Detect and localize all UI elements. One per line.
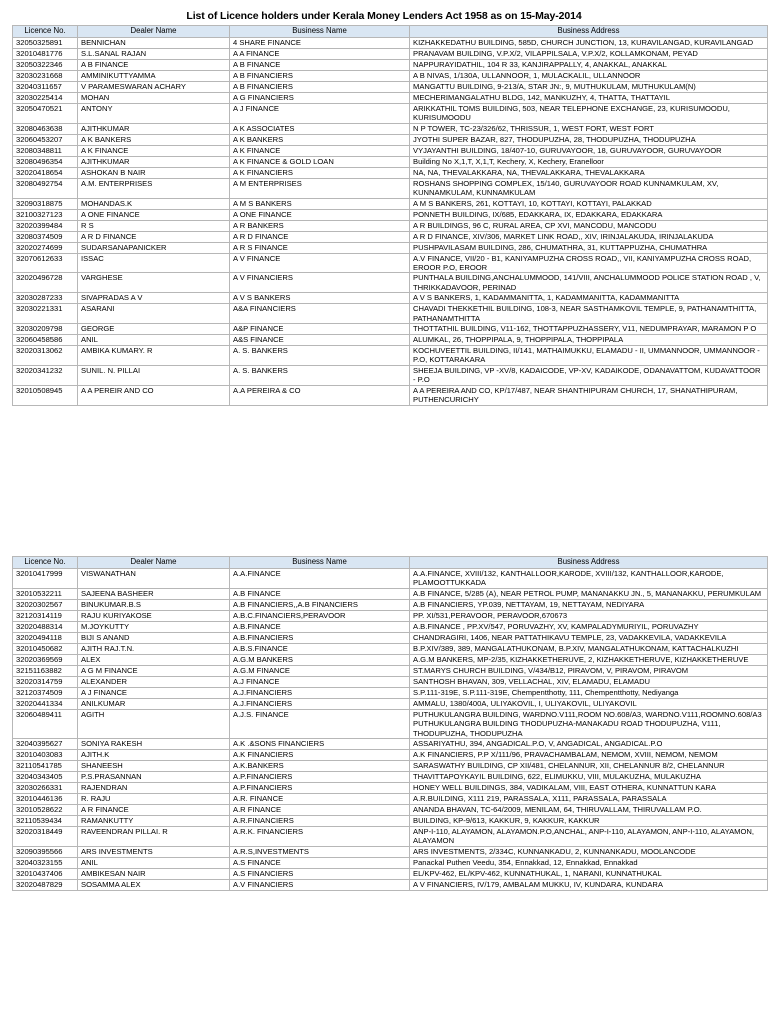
- dealer-name-cell: ANIL: [78, 335, 230, 346]
- dealer-name-cell: ALEX: [78, 654, 230, 665]
- header-row: [13, 557, 768, 569]
- table-row: [13, 739, 768, 750]
- table-row: [13, 569, 768, 589]
- business-address-cell: PUSHPAVILASAM BUILDING, 286, CHUMATHRA, 31, KUTTAPPUZHA, CHUMATHRA: [410, 242, 768, 253]
- table-row: [13, 231, 768, 242]
- dealer-name-cell: A R FINANCE: [78, 805, 230, 816]
- business-name-cell: A.G.M FINANCE: [230, 665, 410, 676]
- table-row: [13, 816, 768, 827]
- dealer-name-cell: BIJI S ANAND: [78, 632, 230, 643]
- dealer-name-cell: A R D FINANCE: [78, 231, 230, 242]
- business-name-cell: A.A PEREIRA & CO: [230, 385, 410, 405]
- business-address-cell: ARIKKATHIL TOMS BUILDING, 503, NEAR TELEPHONE EXCHANGE, 23, KURISUMOODU, KURISUMOODU: [410, 104, 768, 124]
- business-address-cell: ARS INVESTMENTS, 2/334C, KUNNANKADU, 2, KUNNANKADU, MOOLANCODE: [410, 846, 768, 857]
- business-name-cell: A ONE FINANCE: [230, 209, 410, 220]
- table-row: [13, 868, 768, 879]
- business-name-cell: A V FINANCE: [230, 253, 410, 273]
- dealer-name-cell: AJITH RAJ.T.N.: [78, 643, 230, 654]
- table-row: [13, 293, 768, 304]
- business-address-cell: ANANDA BHAVAN, TC-64/2009, MENILAM, 64, THIRUVALLAM, THIRUVALLAM P.O.: [410, 805, 768, 816]
- licence-no-cell: 32020399484: [13, 220, 78, 231]
- business-address-cell: MANGATTU BUILDING, 9-213/A, STAR JN:, 9, MUTHUKULAM, MUTHUKULAM(N): [410, 82, 768, 93]
- table-row: [13, 588, 768, 599]
- dealer-name-cell: MOHANDAS.K: [78, 198, 230, 209]
- business-name-cell: A.R.S,INVESTMENTS: [230, 846, 410, 857]
- business-name-cell: A.B FINANCIERS,,A.B FINANCIERS: [230, 599, 410, 610]
- business-name-cell: A.R.K. FINANCIERS: [230, 827, 410, 847]
- licence-no-cell: 32110541785: [13, 761, 78, 772]
- licence-no-cell: 32030287233: [13, 293, 78, 304]
- dealer-name-cell: SHANEESH: [78, 761, 230, 772]
- table-row: [13, 599, 768, 610]
- business-name-cell: A B FINANCE: [230, 60, 410, 71]
- business-address-cell: HONEY WELL BUILDINGS, 384, VADIKALAM, VIII, EAST OTHERA, KUNNATTUN KARA: [410, 783, 768, 794]
- business-address-cell: SARASWATHY BUILDING, CP XII/481, CHELANNUR, XII, CHELANNUR 8/2, CHELANNUR: [410, 761, 768, 772]
- business-address-cell: A A PEREIRA AND CO, KP/17/487, NEAR SHANTHIPURAM CHURCH, 17, SHANATHIPURAM, PUTHENCURICHY: [410, 385, 768, 405]
- header-row: [13, 26, 768, 38]
- business-name-cell: A.P.FINANCIERS: [230, 772, 410, 783]
- dealer-name-cell: R S: [78, 220, 230, 231]
- business-address-cell: Panackal Puthen Veedu, 354, Ennakkad, 12, Ennakkad, Ennakkad: [410, 857, 768, 868]
- licence-no-cell: 32050470521: [13, 104, 78, 124]
- licence-no-cell: 32030231668: [13, 71, 78, 82]
- business-address-cell: CHANDRAGIRI, 1406, NEAR PATTATHIKAVU TEMPLE, 23, VADAKKEVILA, VADAKKEVILA: [410, 632, 768, 643]
- dealer-name-cell: R. RAJU: [78, 794, 230, 805]
- licence-no-cell: 32090318875: [13, 198, 78, 209]
- business-address-cell: A.B FINANCIERS, YP.039, NETTAYAM, 19, NETTAYAM, NEDIYARA: [410, 599, 768, 610]
- business-name-cell: A. S. BANKERS: [230, 346, 410, 366]
- licence-no-cell: 32020302567: [13, 599, 78, 610]
- business-address-cell: EL/KPV-462, EL/KPV-462, KUNNATHUKAL, 1, NARANI, KUNNATHUKAL: [410, 868, 768, 879]
- dealer-name-cell: M.JOYKUTTY: [78, 621, 230, 632]
- business-address-cell: THAVITTAPOYKAYIL BUILDING, 622, ELIMUKKU, VIII, MULAKUZHA, MULAKUZHA: [410, 772, 768, 783]
- licence-no-cell: 32060489411: [13, 709, 78, 738]
- business-address-cell: A V S BANKERS, 1, KADAMMANITTA, 1, KADAMMANITTA, KADAMMANITTA: [410, 293, 768, 304]
- table-row: [13, 709, 768, 738]
- dealer-name-header: Dealer Name: [78, 557, 230, 569]
- business-name-cell: A.B FINANCE: [230, 588, 410, 599]
- business-address-cell: AMMALU, 1380/400A, ULIYAKOVIL, I, ULIYAKOVIL, ULIYAKOVIL: [410, 698, 768, 709]
- table-row: [13, 846, 768, 857]
- table-row: [13, 365, 768, 385]
- business-address-cell: PONNETH BUILDING, IX/685, EDAKKARA, IX, EDAKKARA, EDAKKARA: [410, 209, 768, 220]
- licence-no-cell: 32060453207: [13, 134, 78, 145]
- business-name-header: Business Name: [230, 26, 410, 38]
- dealer-name-cell: ASHOKAN B NAIR: [78, 167, 230, 178]
- table-row: [13, 698, 768, 709]
- licence-no-cell: 32010403083: [13, 750, 78, 761]
- dealer-name-cell: RAMANKUTTY: [78, 816, 230, 827]
- business-name-cell: A G FINANCIERS: [230, 93, 410, 104]
- table-row: [13, 665, 768, 676]
- table-row: [13, 304, 768, 324]
- business-address-cell: VYJAYANTHI BUILDING, 18/407-10, GURUVAYOOR, 18, GURUVAYOOR, GURUVAYOOR: [410, 145, 768, 156]
- table-row: [13, 643, 768, 654]
- business-name-cell: A K FINANCIERS: [230, 167, 410, 178]
- business-name-cell: A.B.C.FINANCIERS,PERAVOOR: [230, 610, 410, 621]
- licence-no-cell: 32120314119: [13, 610, 78, 621]
- business-name-cell: A K FINANCE: [230, 145, 410, 156]
- table-row: [13, 49, 768, 60]
- business-address-cell: JYOTHI SUPER BAZAR, 827, THODUPUZHA, 28, THODUPUZHA, THODUPUZHA: [410, 134, 768, 145]
- dealer-name-cell: AGITH: [78, 709, 230, 738]
- table-row: [13, 209, 768, 220]
- business-address-cell: SHEEJA BUILDING, VP -XV/8, KADAICODE, VP-XV, KADAIKODE, ODANAVATTOM, KUDAVATTOOR - P.O: [410, 365, 768, 385]
- business-name-cell: A.S FINANCIERS: [230, 868, 410, 879]
- business-name-cell: A.V FINANCIERS: [230, 879, 410, 890]
- dealer-name-header: Dealer Name: [78, 26, 230, 38]
- table-row: [13, 178, 768, 198]
- dealer-name-cell: ANTONY: [78, 104, 230, 124]
- licence-no-cell: 32070612633: [13, 253, 78, 273]
- table-row: [13, 783, 768, 794]
- business-name-cell: A V FINANCIERS: [230, 273, 410, 293]
- licence-no-cell: 32040311657: [13, 82, 78, 93]
- licence-no-cell: 32030225414: [13, 93, 78, 104]
- business-address-header: Business Address: [410, 557, 768, 569]
- dealer-name-cell: A.M. ENTERPRISES: [78, 178, 230, 198]
- business-address-cell: KOCHUVEETTIL BUILDING, II/141, MATHAIMUKKU, ELAMADU - II, UMMANNOOR, UMMANNOOR - P.O, KOTTARAKARA: [410, 346, 768, 366]
- business-name-cell: A.J FINANCE: [230, 676, 410, 687]
- business-name-cell: A.P.FINANCIERS: [230, 783, 410, 794]
- business-address-cell: SANTHOSH BHAVAN, 309, VELLACHAL, XIV, ELAMADU, ELAMADU: [410, 676, 768, 687]
- dealer-name-cell: RAVEENDRAN PILLAI. R: [78, 827, 230, 847]
- licence-no-cell: 32010532211: [13, 588, 78, 599]
- dealer-name-cell: AMBIKA KUMARY. R: [78, 346, 230, 366]
- dealer-name-cell: SONIYA RAKESH: [78, 739, 230, 750]
- dealer-name-cell: P.S.PRASANNAN: [78, 772, 230, 783]
- licence-no-cell: 32020441334: [13, 698, 78, 709]
- dealer-name-cell: RAJENDRAN: [78, 783, 230, 794]
- business-address-header: Business Address: [410, 26, 768, 38]
- licence-no-cell: 32020488314: [13, 621, 78, 632]
- dealer-name-cell: SIVAPRADAS A V: [78, 293, 230, 304]
- table-row: [13, 220, 768, 231]
- licence-table-2: [12, 556, 768, 891]
- licence-no-cell: 32010446136: [13, 794, 78, 805]
- table-row: [13, 687, 768, 698]
- business-name-cell: A.R.FINANCIERS: [230, 816, 410, 827]
- table-row: [13, 134, 768, 145]
- business-name-cell: A.J.FINANCIERS: [230, 687, 410, 698]
- business-name-cell: A V S BANKERS: [230, 293, 410, 304]
- dealer-name-cell: S.L.SANAL RAJAN: [78, 49, 230, 60]
- dealer-name-cell: A J FINANCE: [78, 687, 230, 698]
- dealer-name-cell: AJITH.K: [78, 750, 230, 761]
- table-row: [13, 676, 768, 687]
- licence-no-cell: 32090395566: [13, 846, 78, 857]
- business-name-cell: A&A FINANCIERS: [230, 304, 410, 324]
- licence-no-cell: 32080463638: [13, 123, 78, 134]
- business-name-header: Business Name: [230, 557, 410, 569]
- dealer-name-cell: ANILKUMAR: [78, 698, 230, 709]
- licence-no-cell: 32010450682: [13, 643, 78, 654]
- dealer-name-cell: GEORGE: [78, 324, 230, 335]
- licence-no-cell: 32020314759: [13, 676, 78, 687]
- dealer-name-cell: BINUKUMAR.B.S: [78, 599, 230, 610]
- business-address-cell: A R BUILDINGS, 96 C, RURAL AREA, CP XVI, MANCODU, MANCODU: [410, 220, 768, 231]
- business-address-cell: B.P.XIV/389, 389, MANGALATHUKONAM, B.P.XIV, MANGALATHUKONAM, KATTACHALKUZHI: [410, 643, 768, 654]
- business-address-cell: ALUMKAL, 26, THOPPIPALA, 9, THOPPIPALA, THOPPIPALA: [410, 335, 768, 346]
- table-row: [13, 794, 768, 805]
- licence-no-cell: 32020274699: [13, 242, 78, 253]
- page-title: List of Licence holders under Kerala Money Lenders Act 1958 as on 15-May-2014: [186, 10, 582, 22]
- business-address-cell: A R D FINANCE, XIV/306, MARKET LINK ROAD,, XIV, IRINJALAKUDA, IRINJALAKUDA: [410, 231, 768, 242]
- dealer-name-cell: AMMINIKUTTYAMMA: [78, 71, 230, 82]
- business-address-cell: BUILDING, KP-9/613, KAKKUR, 9, KAKKUR, KAKKUR: [410, 816, 768, 827]
- table-row: [13, 242, 768, 253]
- business-name-cell: A.G.M BANKERS: [230, 654, 410, 665]
- licence-no-cell: 32040395627: [13, 739, 78, 750]
- table-row: [13, 750, 768, 761]
- business-name-cell: A B FINANCIERS: [230, 82, 410, 93]
- table-row: [13, 253, 768, 273]
- business-address-cell: A M S BANKERS, 261, KOTTAYI, 10, KOTTAYI, KOTTAYI, PALAKKAD: [410, 198, 768, 209]
- licence-no-cell: 32110539434: [13, 816, 78, 827]
- licence-no-cell: 32010437406: [13, 868, 78, 879]
- licence-no-cell: 32020494118: [13, 632, 78, 643]
- business-address-cell: NA, NA, THEVALAKKARA, NA, THEVALAKKARA, THEVALAKKARA: [410, 167, 768, 178]
- licence-no-cell: 32080348811: [13, 145, 78, 156]
- business-name-cell: A.K .&SONS FINANCIERS: [230, 739, 410, 750]
- licence-no-cell: 32010417999: [13, 569, 78, 589]
- table-row: [13, 610, 768, 621]
- business-name-cell: A M ENTERPRISES: [230, 178, 410, 198]
- licence-no-header: Licence No.: [13, 557, 78, 569]
- business-name-cell: A R D FINANCE: [230, 231, 410, 242]
- business-name-cell: A K ASSOCIATES: [230, 123, 410, 134]
- dealer-name-cell: ASARANI: [78, 304, 230, 324]
- dealer-name-cell: A B FINANCE: [78, 60, 230, 71]
- licence-no-cell: 32080374509: [13, 231, 78, 242]
- table-row: [13, 38, 768, 49]
- table-row: [13, 273, 768, 293]
- business-address-cell: PRANAVAM BUILDING, V.P.X/2, VILAPPILSALA, V.P.X/2, KOLLAMKONAM, PEYAD: [410, 49, 768, 60]
- business-name-cell: A.A.FINANCE: [230, 569, 410, 589]
- business-name-cell: A R S FINANCE: [230, 242, 410, 253]
- licence-no-cell: 32030266331: [13, 783, 78, 794]
- table-row: [13, 198, 768, 209]
- business-address-cell: A.G.M BANKERS, MP-2/35, KIZHAKKETHERUVE, 2, KIZHAKKETHERUVE, KIZHAKKETHERUVE: [410, 654, 768, 665]
- dealer-name-cell: BENNICHAN: [78, 38, 230, 49]
- table-row: [13, 805, 768, 816]
- business-name-cell: A.S FINANCE: [230, 857, 410, 868]
- business-name-cell: A&S FINANCE: [230, 335, 410, 346]
- table-row: [13, 346, 768, 366]
- business-name-cell: A.J.S. FINANCE: [230, 709, 410, 738]
- licence-no-cell: 32030209798: [13, 324, 78, 335]
- dealer-name-cell: A K FINANCE: [78, 145, 230, 156]
- licence-no-cell: 32100327123: [13, 209, 78, 220]
- dealer-name-cell: AJITHKUMAR: [78, 156, 230, 167]
- dealer-name-cell: AJITHKUMAR: [78, 123, 230, 134]
- table-row: [13, 761, 768, 772]
- table-row: [13, 123, 768, 134]
- licence-no-cell: 32040343405: [13, 772, 78, 783]
- business-address-cell: S.P.111-319E, S.P.111-319E, Chempentthotty, 111, Chempentthotty, Nediyanga: [410, 687, 768, 698]
- licence-no-cell: 32040323155: [13, 857, 78, 868]
- licence-no-header: Licence No.: [13, 26, 78, 38]
- business-address-cell: N P TOWER, TC-23/326/62, THRISSUR, 1, WEST FORT, WEST FORT: [410, 123, 768, 134]
- business-name-cell: A K FINANCE & GOLD LOAN: [230, 156, 410, 167]
- business-address-cell: KIZHAKKEDATHU BUILDING, 585D, CHURCH JUNCTION, 13, KURAVILANGAD, KURAVILANGAD: [410, 38, 768, 49]
- business-address-cell: ROSHANS SHOPPING COMPLEX, 15/140, GURUVAYOOR ROAD KUNNAMKULAM, XV, KUNNAMKULAM, KUNNAMKULAM: [410, 178, 768, 198]
- licence-table-1: [12, 25, 768, 406]
- dealer-name-cell: SUDARSANAPANICKER: [78, 242, 230, 253]
- business-name-cell: A M S BANKERS: [230, 198, 410, 209]
- dealer-name-cell: AMBIKESAN NAIR: [78, 868, 230, 879]
- licence-no-cell: 32020341232: [13, 365, 78, 385]
- business-name-cell: A.B.S.FINANCE: [230, 643, 410, 654]
- business-address-cell: A.V FINANCE, VII/20 - B1, KANIYAMPUZHA CROSS ROAD,, VII, KANIYAMPUZHA CROSS ROAD, EROOR P.O, EROOR: [410, 253, 768, 273]
- business-address-cell: A B NIVAS, 1/130A, ULLANNOOR, 1, MULACKALIL, ULLANNOOR: [410, 71, 768, 82]
- dealer-name-cell: A ONE FINANCE: [78, 209, 230, 220]
- dealer-name-cell: A A PEREIR AND CO: [78, 385, 230, 405]
- business-name-cell: A R BANKERS: [230, 220, 410, 231]
- business-address-cell: THOTTATHIL BUILDING, V11-162, THOTTAPPUZHASSERY, V11, NEDUMPRAYAR, MARAMON P O: [410, 324, 768, 335]
- business-address-cell: Building No X,1,T, X,1,T, Kechery, X, Kechery, Eranelloor: [410, 156, 768, 167]
- business-address-cell: PUNTHALA BUILDING,ANCHALUMMOOD, 141/VIII, ANCHALUMMOOD POLICE STATION ROAD , V, THRIKKADAVOOR, PERINAD: [410, 273, 768, 293]
- business-address-cell: A.R.BUILDING, X111 219, PARASSALA, X111, PARASSALA, PARASSALA: [410, 794, 768, 805]
- licence-no-cell: 32010508945: [13, 385, 78, 405]
- table-row: [13, 385, 768, 405]
- dealer-name-cell: MOHAN: [78, 93, 230, 104]
- dealer-name-cell: SOSAMMA ALEX: [78, 879, 230, 890]
- licence-no-cell: 32030221331: [13, 304, 78, 324]
- licence-no-cell: 32020313062: [13, 346, 78, 366]
- business-name-cell: A.R FINANCE: [230, 805, 410, 816]
- dealer-name-cell: A K BANKERS: [78, 134, 230, 145]
- table-row: [13, 104, 768, 124]
- licence-no-cell: 32151163882: [13, 665, 78, 676]
- dealer-name-cell: ALEXANDER: [78, 676, 230, 687]
- licence-no-cell: 32050325891: [13, 38, 78, 49]
- licence-no-cell: 32020418654: [13, 167, 78, 178]
- business-name-cell: A.K FINANCIERS: [230, 750, 410, 761]
- business-name-cell: A.R. FINANCE: [230, 794, 410, 805]
- table-row: [13, 71, 768, 82]
- table-row: [13, 167, 768, 178]
- licence-no-cell: 32020487829: [13, 879, 78, 890]
- business-name-cell: 4 SHARE FINANCE: [230, 38, 410, 49]
- dealer-name-cell: V PARAMESWARAN ACHARY: [78, 82, 230, 93]
- business-name-cell: A J FINANCE: [230, 104, 410, 124]
- table-row: [13, 827, 768, 847]
- dealer-name-cell: ISSAC: [78, 253, 230, 273]
- licence-no-cell: 32080492754: [13, 178, 78, 198]
- business-address-cell: A.B.FINANCE , PP.XV/547, PORUVAZHY, XV, KAMPALADYMURIYIL, PORUVAZHY: [410, 621, 768, 632]
- business-name-cell: A A FINANCE: [230, 49, 410, 60]
- business-address-cell: PP. XI/531,PERAVOOR, PERAVOOR,670673: [410, 610, 768, 621]
- licence-no-cell: 32020369569: [13, 654, 78, 665]
- licence-no-cell: 32050322346: [13, 60, 78, 71]
- licence-no-cell: 32080496354: [13, 156, 78, 167]
- table-row: [13, 621, 768, 632]
- licence-no-cell: 32020496728: [13, 273, 78, 293]
- business-name-cell: A K BANKERS: [230, 134, 410, 145]
- table-row: [13, 857, 768, 868]
- dealer-name-cell: A G M FINANCE: [78, 665, 230, 676]
- business-name-cell: A.B.FINANCE: [230, 621, 410, 632]
- business-address-cell: A.B FINANCE, 5/285 (A), NEAR PETROL PUMP, MANANAKKU JN., 5, MANANAKKU, PERUMKULAM: [410, 588, 768, 599]
- dealer-name-cell: ANIL: [78, 857, 230, 868]
- business-name-cell: A&P FINANCE: [230, 324, 410, 335]
- table-row: [13, 632, 768, 643]
- business-address-cell: A V FINANCIERS, IV/179, AMBALAM MUKKU, IV, KUNDARA, KUNDARA: [410, 879, 768, 890]
- table-row: [13, 335, 768, 346]
- table-row: [13, 93, 768, 104]
- table-row: [13, 156, 768, 167]
- table-row: [13, 82, 768, 93]
- business-address-cell: ST.MARYS CHURCH BUILDING, V/434/B12, PIRAVOM, V, PIRAVOM, PIRAVOM: [410, 665, 768, 676]
- dealer-name-cell: VARGHESE: [78, 273, 230, 293]
- dealer-name-cell: VISWANATHAN: [78, 569, 230, 589]
- table-row: [13, 654, 768, 665]
- business-address-cell: A.K FINANCIERS, P.P X/111/96, PRAVACHAMBALAM, NEMOM, XVIII, NEMOM, NEMOM: [410, 750, 768, 761]
- table-row: [13, 324, 768, 335]
- licence-no-cell: 32020318449: [13, 827, 78, 847]
- licence-no-cell: 32060458586: [13, 335, 78, 346]
- business-name-cell: A B FINANCIERS: [230, 71, 410, 82]
- licence-no-cell: 32010481776: [13, 49, 78, 60]
- table-row: [13, 879, 768, 890]
- dealer-name-cell: SAJEENA BASHEER: [78, 588, 230, 599]
- business-address-cell: ANP-I-110, ALAYAMON, ALAYAMON.P.O,ANCHAL, ANP-I-110, ALAYAMON, ANP-I-110, ALAYAMON, ALAYAMON: [410, 827, 768, 847]
- business-address-cell: MECHERIMANGALATHU BLDG, 142, MANKUZHY, 4, THATTA, THATTAYIL: [410, 93, 768, 104]
- business-name-cell: A.B.FINANCIERS: [230, 632, 410, 643]
- dealer-name-cell: SUNIL. N. PILLAI: [78, 365, 230, 385]
- table-row: [13, 145, 768, 156]
- dealer-name-cell: ARS INVESTMENTS: [78, 846, 230, 857]
- business-address-cell: A.A.FINANCE, XVIII/132, KANTHALLOOR,KARODE, XVIII/132, KANTHALLOOR,KARODE, PLAMOOTTUKKADA: [410, 569, 768, 589]
- business-address-cell: NAPPURAYIDATHIL, 104 R 33, KANJIRAPPALLY, 4, ANAKKAL, ANAKKAL: [410, 60, 768, 71]
- table-row: [13, 772, 768, 783]
- business-name-cell: A.J.FINANCIERS: [230, 698, 410, 709]
- business-address-cell: CHAVADI THEKKETHIL BUILDING, 108-3, NEAR SASTHAMKOVIL TEMPLE, 9, PATHANAMTHITTA, PATHANAMTHITTA: [410, 304, 768, 324]
- licence-no-cell: 32120374509: [13, 687, 78, 698]
- business-name-cell: A.K.BANKERS: [230, 761, 410, 772]
- licence-no-cell: 32010528622: [13, 805, 78, 816]
- business-address-cell: PUTHUKULANGRA BUILDING, WARDNO.V111,ROOM NO.608/A3, WARDNO.V111,ROOMNO.608/A3 PUTHUKULANGRA BUILDING THODUPUZHA-MANAKADU ROAD THODUPUZHA, V111, THODUPUZHA, THODUPUZHA: [410, 709, 768, 738]
- dealer-name-cell: RAJU KURIYAKOSE: [78, 610, 230, 621]
- business-address-cell: ASSARIYATHU, 394, ANGADICAL.P.O, V, ANGADICAL, ANGADICAL.P.O: [410, 739, 768, 750]
- business-name-cell: A. S. BANKERS: [230, 365, 410, 385]
- table-row: [13, 60, 768, 71]
